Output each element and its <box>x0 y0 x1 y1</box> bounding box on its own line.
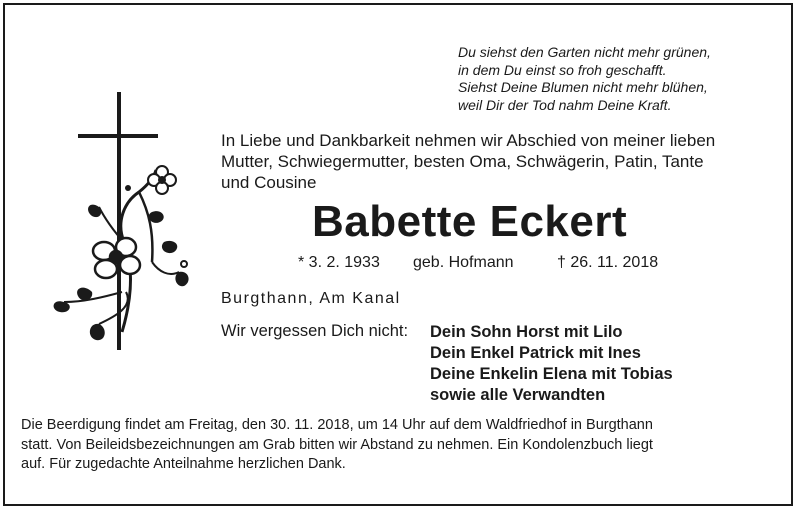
funeral-info <box>21 416 781 475</box>
farewell-text <box>221 130 761 193</box>
mourner-line: Dein Enkel Patrick mit Ines <box>430 344 641 362</box>
poem-line: in dem Du einst so froh geschafft. <box>458 61 667 78</box>
poem <box>458 44 711 114</box>
mourner-line: Dein Sohn Horst mit Lilo <box>430 323 623 341</box>
birth-date: * 3. 2. 1933 <box>298 254 380 271</box>
maiden-name: geb. Hofmann <box>413 254 514 271</box>
death-date: † 26. 11. 2018 <box>557 254 659 271</box>
deceased-name: Babette Eckert <box>312 197 628 246</box>
poem-line: Siehst Deine Blumen nicht mehr blühen, <box>458 79 708 95</box>
poem-line: weil Dir der Tod nahm Deine Kraft. <box>458 96 672 113</box>
mourner-line: Deine Enkelin Elena mit Tobias <box>430 365 673 383</box>
intro-line: Mutter, Schwiegermutter, besten Oma, Schwägerin, Patin, Tante <box>221 152 704 171</box>
funeral-line: statt. Von Beileidsbezeichnungen am Grab bitten wir Abstand zu nehmen. Ein Kondolenzbuch liegt <box>21 436 653 453</box>
mourners-list <box>430 322 673 406</box>
intro-line: und Cousine <box>221 173 317 192</box>
funeral-line: Die Beerdigung findet am Freitag, den 30. 11. 2018, um 14 Uhr auf dem Waldfriedhof in Burgthann <box>21 417 653 433</box>
mourner-line: sowie alle Verwandten <box>430 386 606 404</box>
poem-line: Du siehst den Garten nicht mehr grünen, <box>458 44 711 60</box>
funeral-line: auf. Für zugedachte Anteilnahme herzlichen Dank. <box>21 456 346 472</box>
intro-line: In Liebe und Dankbarkeit nehmen wir Abschied von meiner lieben <box>221 131 716 150</box>
mourners-label: Wir vergessen Dich nicht: <box>221 322 409 340</box>
cross-with-flowers-icon <box>44 92 194 352</box>
residence: Burgthann, Am Kanal <box>221 290 401 307</box>
